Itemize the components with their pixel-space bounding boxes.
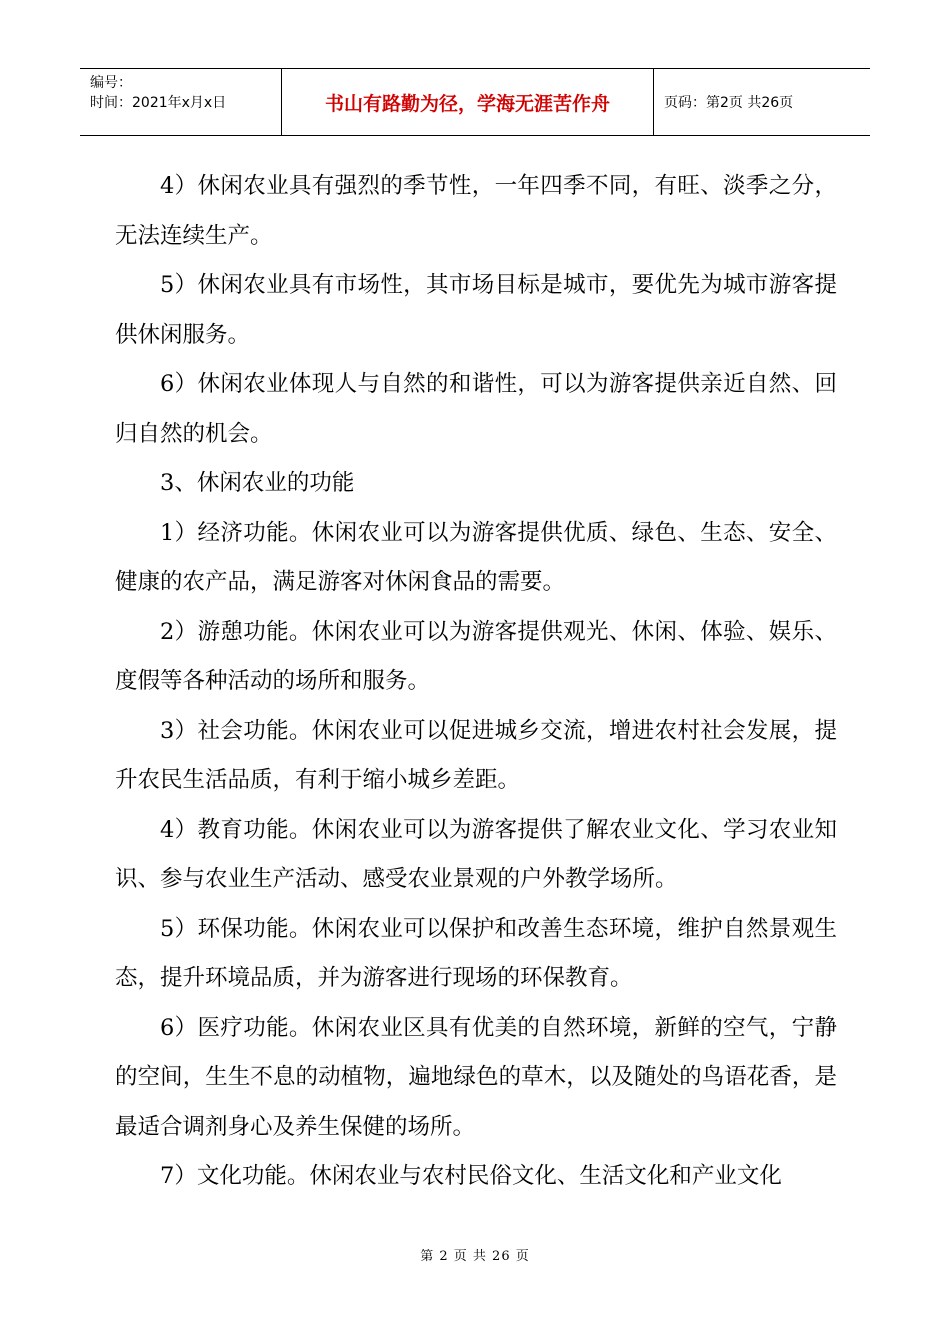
header-meta <box>80 69 282 135</box>
paragraph: 2）游憩功能。休闲农业可以为游客提供观光、休闲、体验、娱乐、度假等各种活动的场所和服务。 <box>115 618 837 694</box>
paragraph: 6）休闲农业体现人与自然的和谐性，可以为游客提供亲近自然、回归自然的机会。 <box>115 371 837 447</box>
paragraph: 1）经济功能。休闲农业可以为游客提供优质、绿色、生态、安全、健康的农产品，满足游客对休闲食品的需要。 <box>115 519 837 595</box>
section-heading: 3、休闲农业的功能 <box>160 470 355 496</box>
paragraph: 5）环保功能。休闲农业可以保护和改善生态环境，维护自然景观生态，提升环境品质，并为游客进行现场的环保教育。 <box>115 915 837 991</box>
document-header <box>80 68 870 136</box>
paragraph: 7）文化功能。休闲农业与农村民俗文化、生活文化和产业文化 <box>160 1163 782 1189</box>
paragraph: 4）休闲农业具有强烈的季节性，一年四季不同，有旺、淡季之分，无法连续生产。 <box>115 173 837 249</box>
paragraph: 5）休闲农业具有市场性，其市场目标是城市，要优先为城市游客提供休闲服务。 <box>115 272 837 348</box>
page-footer: 第 2 页 共 26 页 <box>420 1249 530 1264</box>
header-page-info: 页码：第2页 共26页 <box>664 95 794 111</box>
time-label: 时间：2021年x月x日 <box>90 95 227 111</box>
paragraph: 3）社会功能。休闲农业可以促进城乡交流，增进农村社会发展，提升农民生活品质，有利于缩小城乡差距。 <box>115 717 837 793</box>
paragraph: 4）教育功能。休闲农业可以为游客提供了解农业文化、学习农业知识、参与农业生产活动、感受农业景观的户外教学场所。 <box>115 816 837 892</box>
header-motto: 书山有路勤为径，学海无涯苦作舟 <box>282 69 654 135</box>
paragraph: 6）医疗功能。休闲农业区具有优美的自然环境，新鲜的空气，宁静的空间，生生不息的动植物，遍地绿色的草木，以及随处的鸟语花香，是最适合调剂身心及养生保健的场所。 <box>115 1014 837 1140</box>
number-label: 编号： <box>90 75 132 91</box>
document-body <box>115 162 837 1202</box>
